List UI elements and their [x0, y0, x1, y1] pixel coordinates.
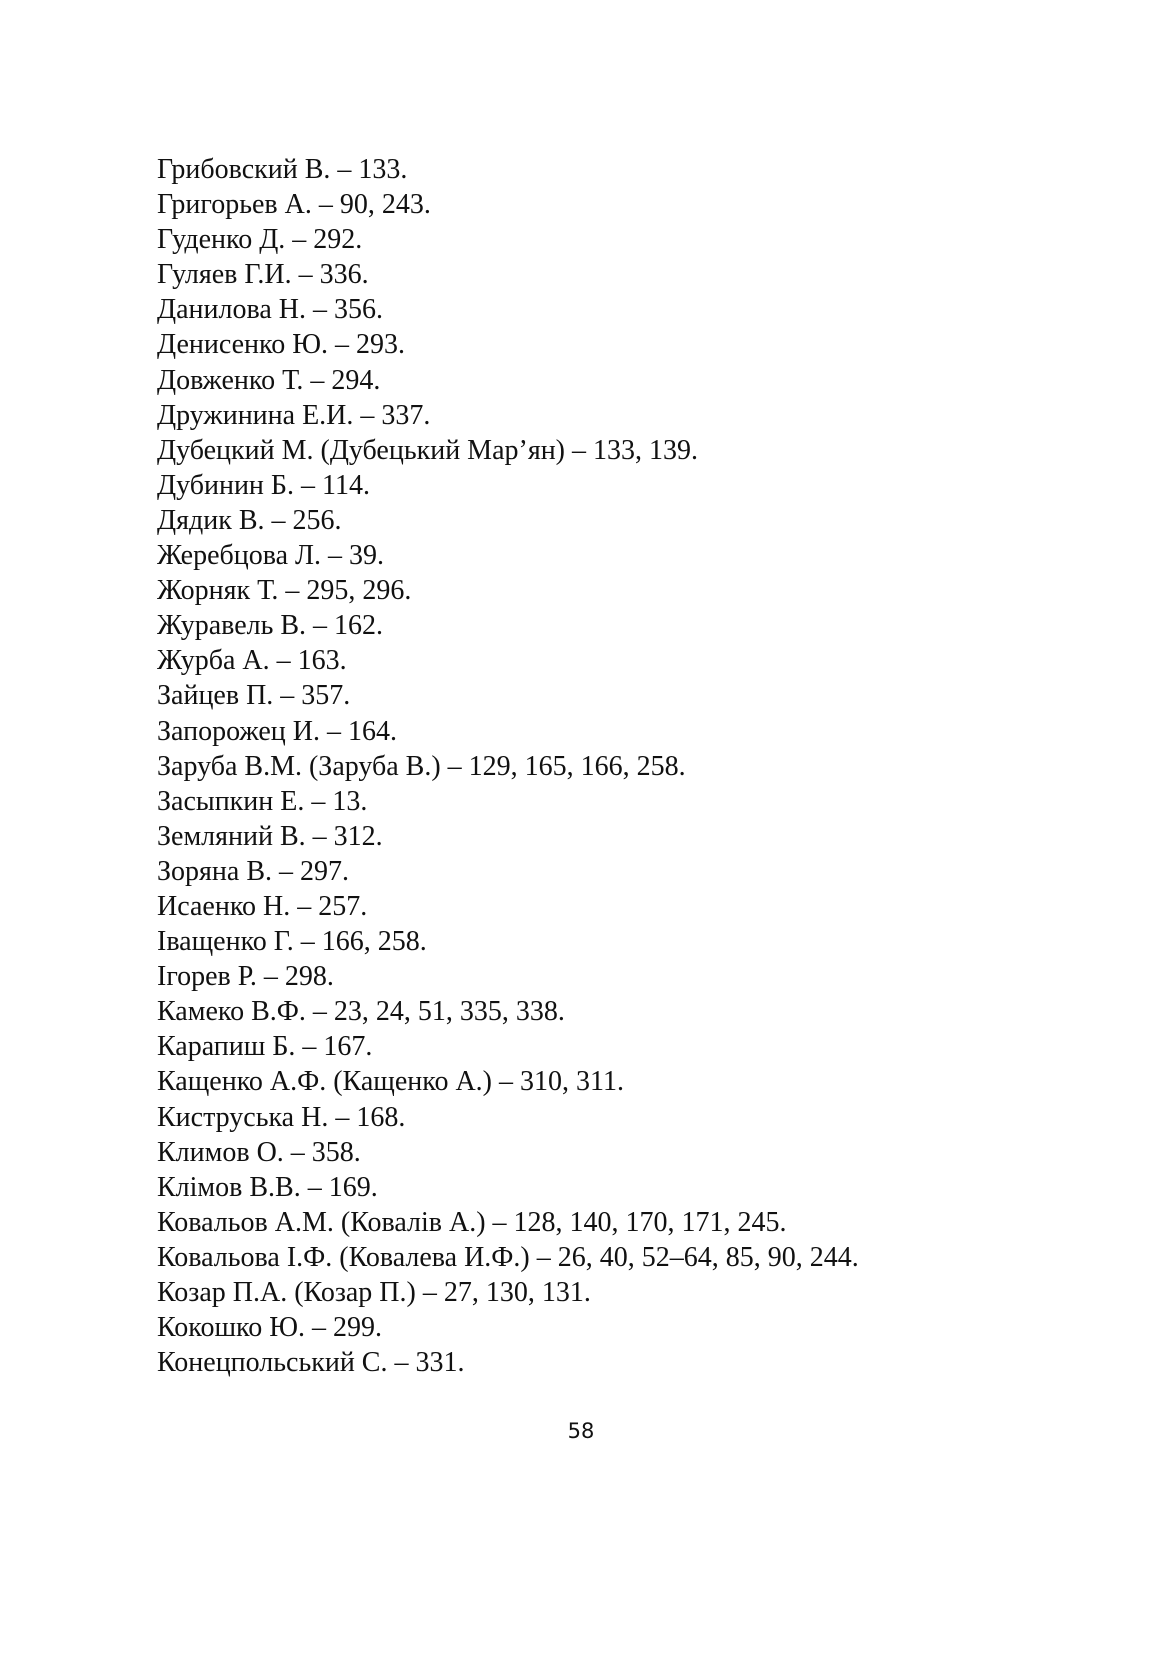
page-number: 58: [567, 1419, 595, 1443]
index-entry: Дубецкий М. (Дубецький Мар’ян) – 133, 139.: [157, 434, 699, 466]
index-entry: Дядик В. – 256.: [157, 504, 342, 536]
index-entry: Конецпольський С. – 331.: [157, 1347, 465, 1379]
index-entry: Кащенко А.Ф. (Кащенко А.) – 310, 311.: [157, 1066, 624, 1098]
index-entry: Карапиш Б. – 167.: [157, 1031, 373, 1063]
index-entry: Данилова Н. – 356.: [157, 294, 383, 326]
index-entry: Денисенко Ю. – 293.: [157, 329, 405, 361]
index-entry: Заруба В.М. (Заруба В.) – 129, 165, 166, 258.: [157, 750, 686, 782]
index-entry: Дружинина Е.И. – 337.: [157, 399, 431, 431]
index-entry: Камеко В.Ф. – 23, 24, 51, 335, 338.: [157, 996, 565, 1028]
index-entry: Жорняк Т. – 295, 296.: [157, 575, 412, 607]
index-entry: Клімов В.В. – 169.: [157, 1171, 378, 1203]
name-index-list: [157, 152, 859, 1380]
index-entry: Киструська Н. – 168.: [157, 1101, 406, 1133]
index-entry: Кокошко Ю. – 299.: [157, 1312, 382, 1344]
index-entry: Козар П.А. (Козар П.) – 27, 130, 131.: [157, 1277, 591, 1308]
index-entry: Іващенко Г. – 166, 258.: [157, 926, 427, 958]
index-entry: Засыпкин Е. – 13.: [157, 785, 368, 817]
index-entry: Исаенко Н. – 257.: [157, 890, 368, 922]
index-entry: Гуденко Д. – 292.: [157, 224, 363, 256]
index-entry: Григорьев А. – 90, 243.: [157, 189, 431, 221]
index-entry: Журба А. – 163.: [157, 645, 347, 677]
index-entry: Ковальов А.М. (Ковалів А.) – 128, 140, 170, 171, 245.: [157, 1206, 787, 1238]
index-entry: Земляний В. – 312.: [157, 820, 383, 852]
index-entry: Зоряна В. – 297.: [157, 855, 349, 887]
index-entry: Ігорев Р. – 298.: [157, 961, 334, 993]
index-entry: Запорожец И. – 164.: [157, 715, 397, 747]
index-entry: Ковальова І.Ф. (Ковалева И.Ф.) – 26, 40, 52–64, 85, 90, 244.: [157, 1241, 859, 1273]
index-entry: Зайцев П. – 357.: [157, 680, 351, 712]
index-entry: Климов О. – 358.: [157, 1136, 361, 1168]
index-entry: Гуляев Г.И. – 336.: [157, 259, 369, 291]
index-entry: Жеребцова Л. – 39.: [157, 540, 385, 572]
index-entry: Грибовский В. – 133.: [157, 154, 408, 185]
index-entry: Дубинин Б. – 114.: [157, 469, 370, 501]
index-entry: Журавель В. – 162.: [157, 610, 384, 642]
index-entry: Довженко Т. – 294.: [157, 364, 381, 396]
